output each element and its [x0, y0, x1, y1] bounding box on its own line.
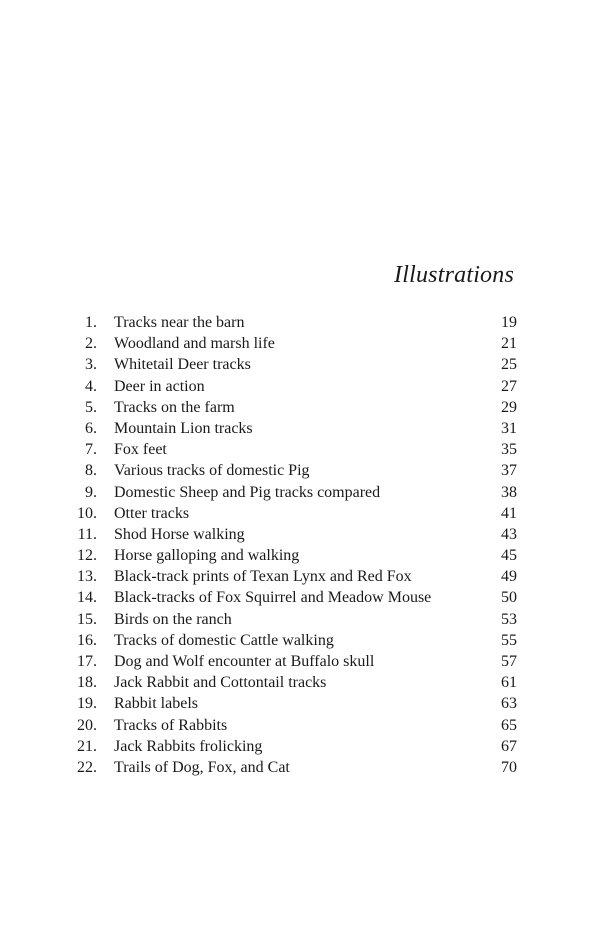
illustration-number: 17. — [77, 653, 97, 670]
illustration-title: Whitetail Deer tracks — [114, 356, 251, 374]
list-item — [70, 460, 517, 481]
list-item — [70, 439, 517, 460]
illustration-number: 6. — [85, 419, 97, 437]
page-number: 53 — [501, 610, 517, 628]
page-number: 31 — [501, 419, 517, 437]
list-item — [70, 418, 517, 439]
page-number: 41 — [501, 504, 517, 522]
list-item — [70, 354, 517, 375]
illustration-title: Tracks on the farm — [114, 398, 235, 416]
page-number: 67 — [501, 737, 517, 755]
illustration-number: 16. — [77, 631, 97, 649]
illustration-title: Tracks near the barn — [114, 314, 245, 331]
list-item — [70, 630, 517, 651]
page-number: 63 — [501, 695, 517, 713]
page-number: 57 — [501, 653, 517, 670]
page-heading: Illustrations — [394, 262, 514, 288]
illustration-number: 7. — [85, 441, 97, 459]
list-item — [70, 524, 517, 545]
list-item — [70, 715, 517, 736]
illustration-title: Jack Rabbits frolicking — [114, 737, 263, 755]
illustration-title: Black-tracks of Fox Squirrel and Meadow Mouse — [114, 589, 432, 607]
page-number: 19 — [501, 314, 517, 331]
illustration-title: Rabbit labels — [114, 695, 198, 713]
illustration-number: 5. — [85, 398, 97, 416]
illustration-title: Birds on the ranch — [114, 610, 232, 628]
illustration-number: 8. — [85, 462, 97, 480]
page-number: 65 — [501, 716, 517, 734]
page-number: 61 — [501, 674, 517, 692]
illustration-number: 22. — [77, 758, 97, 776]
illustration-number: 20. — [77, 716, 97, 734]
illustration-number: 13. — [77, 568, 97, 586]
illustration-title: Jack Rabbit and Cottontail tracks — [114, 674, 327, 692]
page-number: 29 — [501, 398, 517, 416]
illustration-title: Domestic Sheep and Pig tracks compared — [114, 483, 381, 501]
list-item — [70, 312, 517, 333]
list-item — [70, 736, 517, 757]
illustration-title: Tracks of domestic Cattle walking — [114, 631, 334, 649]
illustration-title: Trails of Dog, Fox, and Cat — [114, 758, 290, 776]
illustration-title: Various tracks of domestic Pig — [114, 462, 310, 480]
page-number: 25 — [501, 356, 517, 374]
illustration-number: 10. — [77, 504, 97, 522]
illustration-number: 11. — [77, 525, 97, 543]
list-item — [70, 609, 517, 630]
illustration-number: 18. — [77, 674, 97, 692]
illustration-number: 1. — [85, 314, 97, 331]
illustration-title: Black-track prints of Texan Lynx and Red Fox — [114, 568, 412, 586]
page-number: 37 — [501, 462, 517, 480]
list-item — [70, 503, 517, 524]
illustration-title: Woodland and marsh life — [114, 335, 275, 353]
illustration-title: Dog and Wolf encounter at Buffalo skull — [114, 653, 375, 670]
list-item — [70, 672, 517, 693]
list-item — [70, 587, 517, 608]
list-item — [70, 333, 517, 354]
illustration-title: Fox feet — [114, 441, 167, 459]
page-number: 21 — [501, 335, 517, 353]
page-number: 27 — [501, 377, 517, 395]
list-item — [70, 651, 517, 672]
page-number: 45 — [501, 547, 517, 565]
page-number: 49 — [501, 568, 517, 586]
page-number: 43 — [501, 525, 517, 543]
illustration-title: Mountain Lion tracks — [114, 419, 253, 437]
illustrations-list — [70, 312, 517, 778]
page-number: 38 — [501, 483, 517, 501]
illustration-number: 14. — [77, 589, 97, 607]
illustration-number: 3. — [85, 356, 97, 374]
list-item — [70, 757, 517, 778]
illustration-number: 2. — [85, 335, 97, 353]
illustration-title: Shod Horse walking — [114, 525, 245, 543]
illustration-number: 19. — [77, 695, 97, 713]
illustration-title: Deer in action — [114, 377, 205, 395]
illustration-title: Horse galloping and walking — [114, 547, 300, 565]
page-number: 70 — [501, 758, 517, 776]
illustration-number: 21. — [77, 737, 97, 755]
list-item — [70, 545, 517, 566]
list-item — [70, 482, 517, 503]
illustration-number: 4. — [85, 377, 97, 395]
illustration-number: 12. — [77, 547, 97, 565]
page-number: 35 — [501, 441, 517, 459]
illustration-number: 15. — [77, 610, 97, 628]
page-number: 50 — [501, 589, 517, 607]
list-item — [70, 376, 517, 397]
list-item — [70, 693, 517, 714]
illustration-title: Tracks of Rabbits — [114, 716, 228, 734]
page-number: 55 — [501, 631, 517, 649]
illustration-number: 9. — [85, 483, 97, 501]
illustration-title: Otter tracks — [114, 504, 190, 522]
list-item — [70, 566, 517, 587]
list-item — [70, 397, 517, 418]
